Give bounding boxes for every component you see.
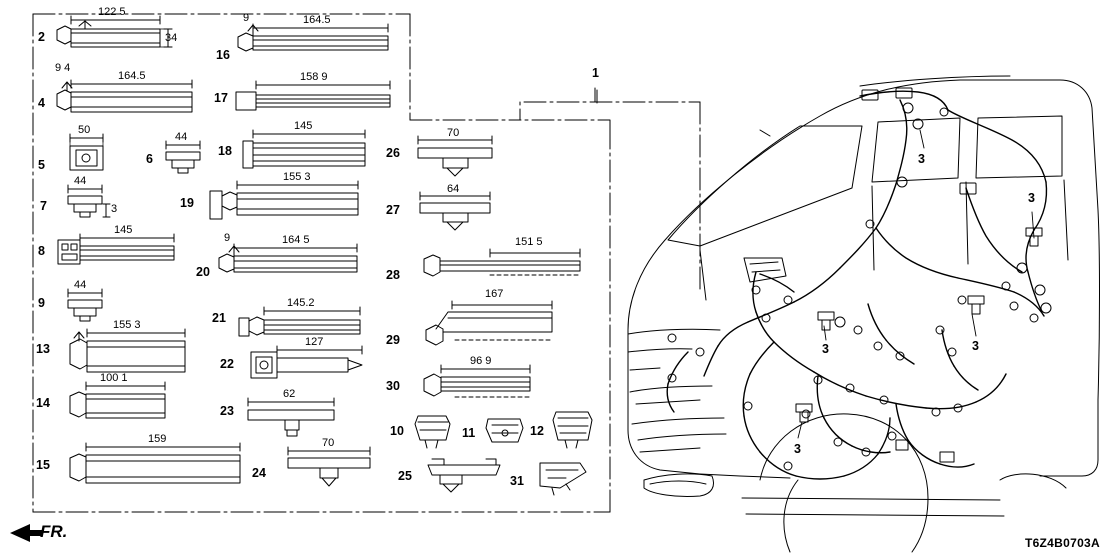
item-number-27: 27 <box>386 203 400 217</box>
drawing-part-number: T6Z4B0703A <box>1024 536 1100 550</box>
item-number-22: 22 <box>220 357 234 371</box>
item-number-29: 29 <box>386 333 400 347</box>
vehicle-callout-3-d: 3 <box>972 339 979 353</box>
dim-2-length: 122 5 <box>98 6 126 18</box>
dim-23-length: 62 <box>283 388 296 400</box>
front-label: FR. <box>40 522 68 541</box>
dim-14-length: 100 1 <box>100 372 128 384</box>
vehicle-callout-3-b: 3 <box>1028 191 1035 205</box>
dim-9-length: 44 <box>74 279 87 291</box>
vehicle-callout-3-c: 3 <box>822 342 829 356</box>
dim-15-length: 159 <box>148 433 167 445</box>
dim-5-length: 50 <box>78 124 91 136</box>
dim-27-length: 64 <box>447 183 460 195</box>
item-number-21: 21 <box>212 311 226 325</box>
dim-6-length: 44 <box>175 131 188 143</box>
dim-22-length: 127 <box>305 336 324 348</box>
item-number-25: 25 <box>398 469 412 483</box>
dim-13-length: 155 3 <box>113 319 141 331</box>
item-number-13: 13 <box>36 342 50 356</box>
dim-16-tab: 9 <box>243 12 250 24</box>
item-number-31: 31 <box>510 474 524 488</box>
item-number-26: 26 <box>386 146 400 160</box>
dim-8-length: 145 <box>114 224 133 236</box>
item-number-24: 24 <box>252 466 266 480</box>
dim-7-length: 44 <box>74 175 87 187</box>
item-number-18: 18 <box>218 144 232 158</box>
item-number-16: 16 <box>216 48 230 62</box>
front-direction-arrow-icon <box>8 520 44 546</box>
item-number-4: 4 <box>38 96 45 110</box>
item-number-30: 30 <box>386 379 400 393</box>
dim-4-tab: 9 4 <box>55 62 71 74</box>
item-number-20: 20 <box>196 265 210 279</box>
item-number-10: 10 <box>390 424 404 438</box>
dim-4-length: 164.5 <box>118 70 146 82</box>
dim-29-length: 167 <box>485 288 504 300</box>
dim-21-length: 145.2 <box>287 297 315 309</box>
item-number-11: 11 <box>462 426 476 440</box>
item-number-15: 15 <box>36 458 50 472</box>
item-number-12: 12 <box>530 424 544 438</box>
item-number-14: 14 <box>36 396 50 410</box>
main-callout-1: 1 <box>592 66 599 80</box>
dim-18-length: 145 <box>294 120 313 132</box>
item-number-23: 23 <box>220 404 234 418</box>
dim-16-length: 164.5 <box>303 14 331 26</box>
dim-20-tab: 9 <box>224 232 231 244</box>
item-number-7: 7 <box>40 199 47 213</box>
item-number-28: 28 <box>386 268 400 282</box>
dim-28-length: 151 5 <box>515 236 543 248</box>
vehicle-callout-3-a: 3 <box>918 152 925 166</box>
item-number-9: 9 <box>38 296 45 310</box>
item-number-2: 2 <box>38 30 45 44</box>
dim-24-length: 70 <box>322 437 335 449</box>
dim-20-length: 164 5 <box>282 234 310 246</box>
item-number-5: 5 <box>38 158 45 172</box>
item-number-6: 6 <box>146 152 153 166</box>
dim-17-length: 158 9 <box>300 71 328 83</box>
item-number-17: 17 <box>214 91 228 105</box>
dim-7-height: 3 <box>111 203 118 215</box>
dim-30-length: 96 9 <box>470 355 492 367</box>
dim-26-length: 70 <box>447 127 460 139</box>
dim-2-height: 34 <box>165 32 178 44</box>
item-number-19: 19 <box>180 196 194 210</box>
item-number-8: 8 <box>38 244 45 258</box>
dim-19-length: 155 3 <box>283 171 311 183</box>
vehicle-callout-3-e: 3 <box>794 442 801 456</box>
